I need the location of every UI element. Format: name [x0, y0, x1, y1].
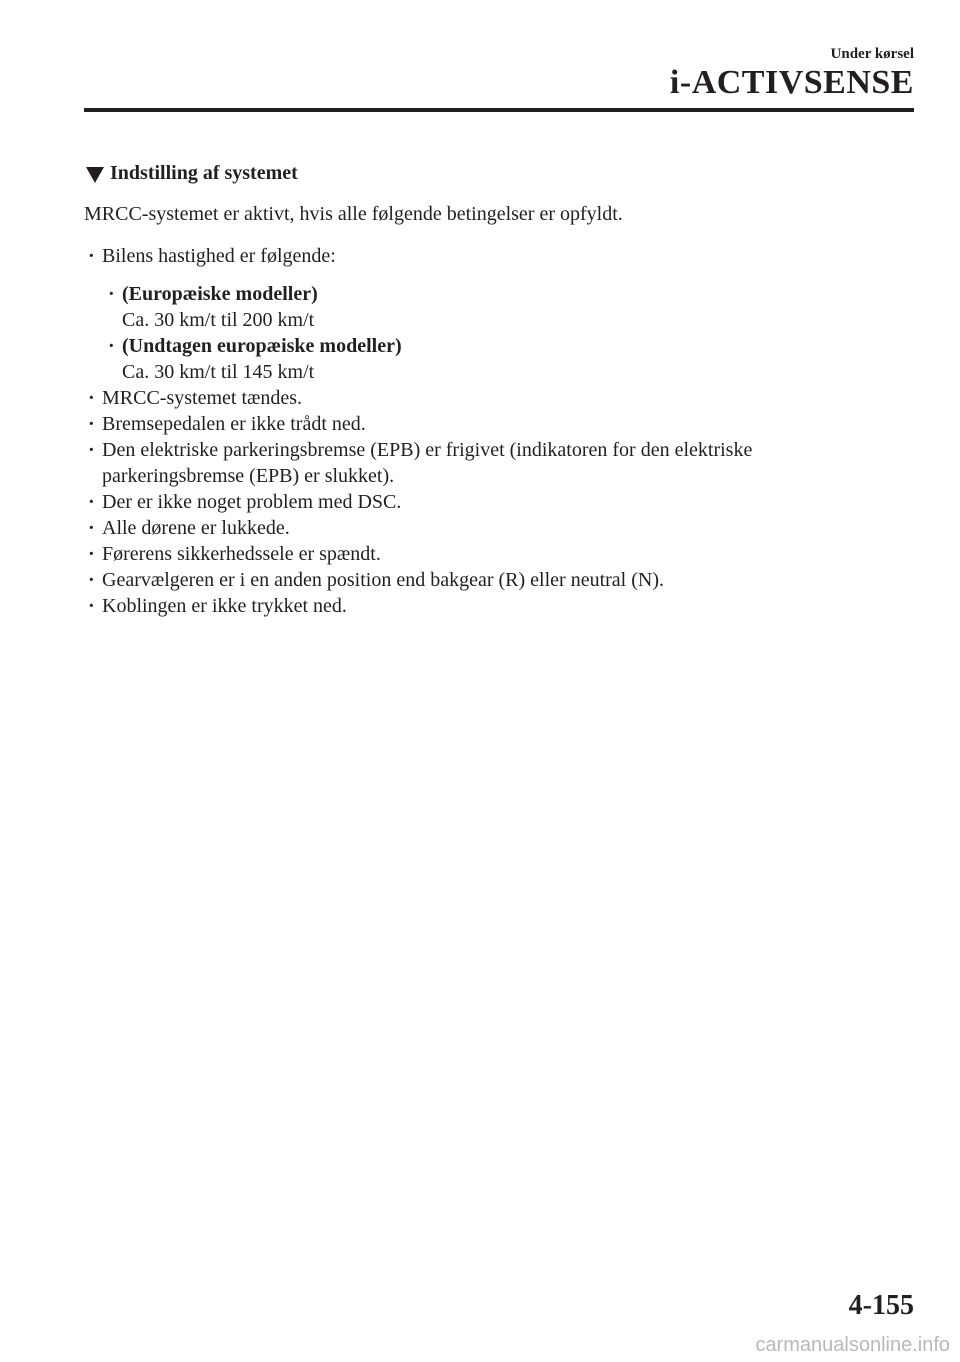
sub-item-value: Ca. 30 km/t til 145 km/t — [122, 361, 315, 383]
list-item-text: Koblingen er ikke trykket ned. — [102, 595, 347, 617]
list-item — [88, 385, 868, 411]
conditions-list — [88, 243, 868, 619]
bullet: · — [108, 283, 115, 305]
bullet: · — [88, 245, 95, 267]
list-item — [88, 489, 868, 515]
list-item — [88, 515, 868, 541]
list-item — [88, 243, 868, 269]
bullet: · — [88, 387, 95, 409]
speed-sublist — [108, 281, 868, 385]
list-item-text: Bremsepedalen er ikke trådt ned. — [102, 413, 366, 435]
bullet: · — [88, 595, 95, 617]
list-item-text: Bilens hastighed er følgende: — [102, 245, 336, 267]
bullet: · — [88, 569, 95, 591]
list-item-text: Alle dørene er lukkede. — [102, 517, 290, 539]
section-heading-text: Indstilling af systemet — [110, 162, 298, 184]
chapter-label: Under kørsel — [830, 46, 914, 62]
section-title: i-ACTIVSENSE — [669, 64, 914, 101]
sub-item-label: (Undtagen europæiske modeller) — [122, 335, 402, 357]
bullet: · — [88, 413, 95, 435]
list-item-text: Der er ikke noget problem med DSC. — [102, 491, 402, 513]
list-item — [88, 593, 868, 619]
page-number: 4-155 — [848, 1290, 914, 1321]
bullet: · — [88, 543, 95, 565]
list-item-text: Førerens sikkerhedssele er spændt. — [102, 543, 381, 565]
sub-item-value: Ca. 30 km/t til 200 km/t — [122, 309, 315, 331]
list-item — [88, 567, 868, 593]
list-item-text: Gearvælgeren er i en anden position end bakgear (R) eller neutral (N). — [102, 569, 664, 591]
list-item — [88, 411, 868, 437]
list-item — [88, 541, 868, 567]
sub-list-item — [108, 333, 868, 385]
sub-list-item — [108, 281, 868, 333]
triangle-down-icon — [84, 164, 106, 184]
header-divider — [84, 108, 914, 112]
bullet: · — [88, 491, 95, 513]
watermark: carmanualsonline.info — [755, 1334, 950, 1356]
list-item-text: MRCC-systemet tændes. — [102, 387, 303, 409]
sub-item-label: (Europæiske modeller) — [122, 283, 318, 305]
intro-paragraph: MRCC-systemet er aktivt, hvis alle følgende betingelser er opfyldt. — [84, 203, 623, 225]
bullet: · — [88, 517, 95, 539]
section-heading — [84, 162, 298, 185]
bullet: · — [108, 335, 115, 357]
bullet: · — [88, 439, 95, 461]
list-item — [88, 437, 868, 489]
list-item-text: Den elektriske parkeringsbremse (EPB) er frigivet (indikatoren for den elektriske parkeringsbremse (EPB) er slukket). — [102, 439, 753, 487]
